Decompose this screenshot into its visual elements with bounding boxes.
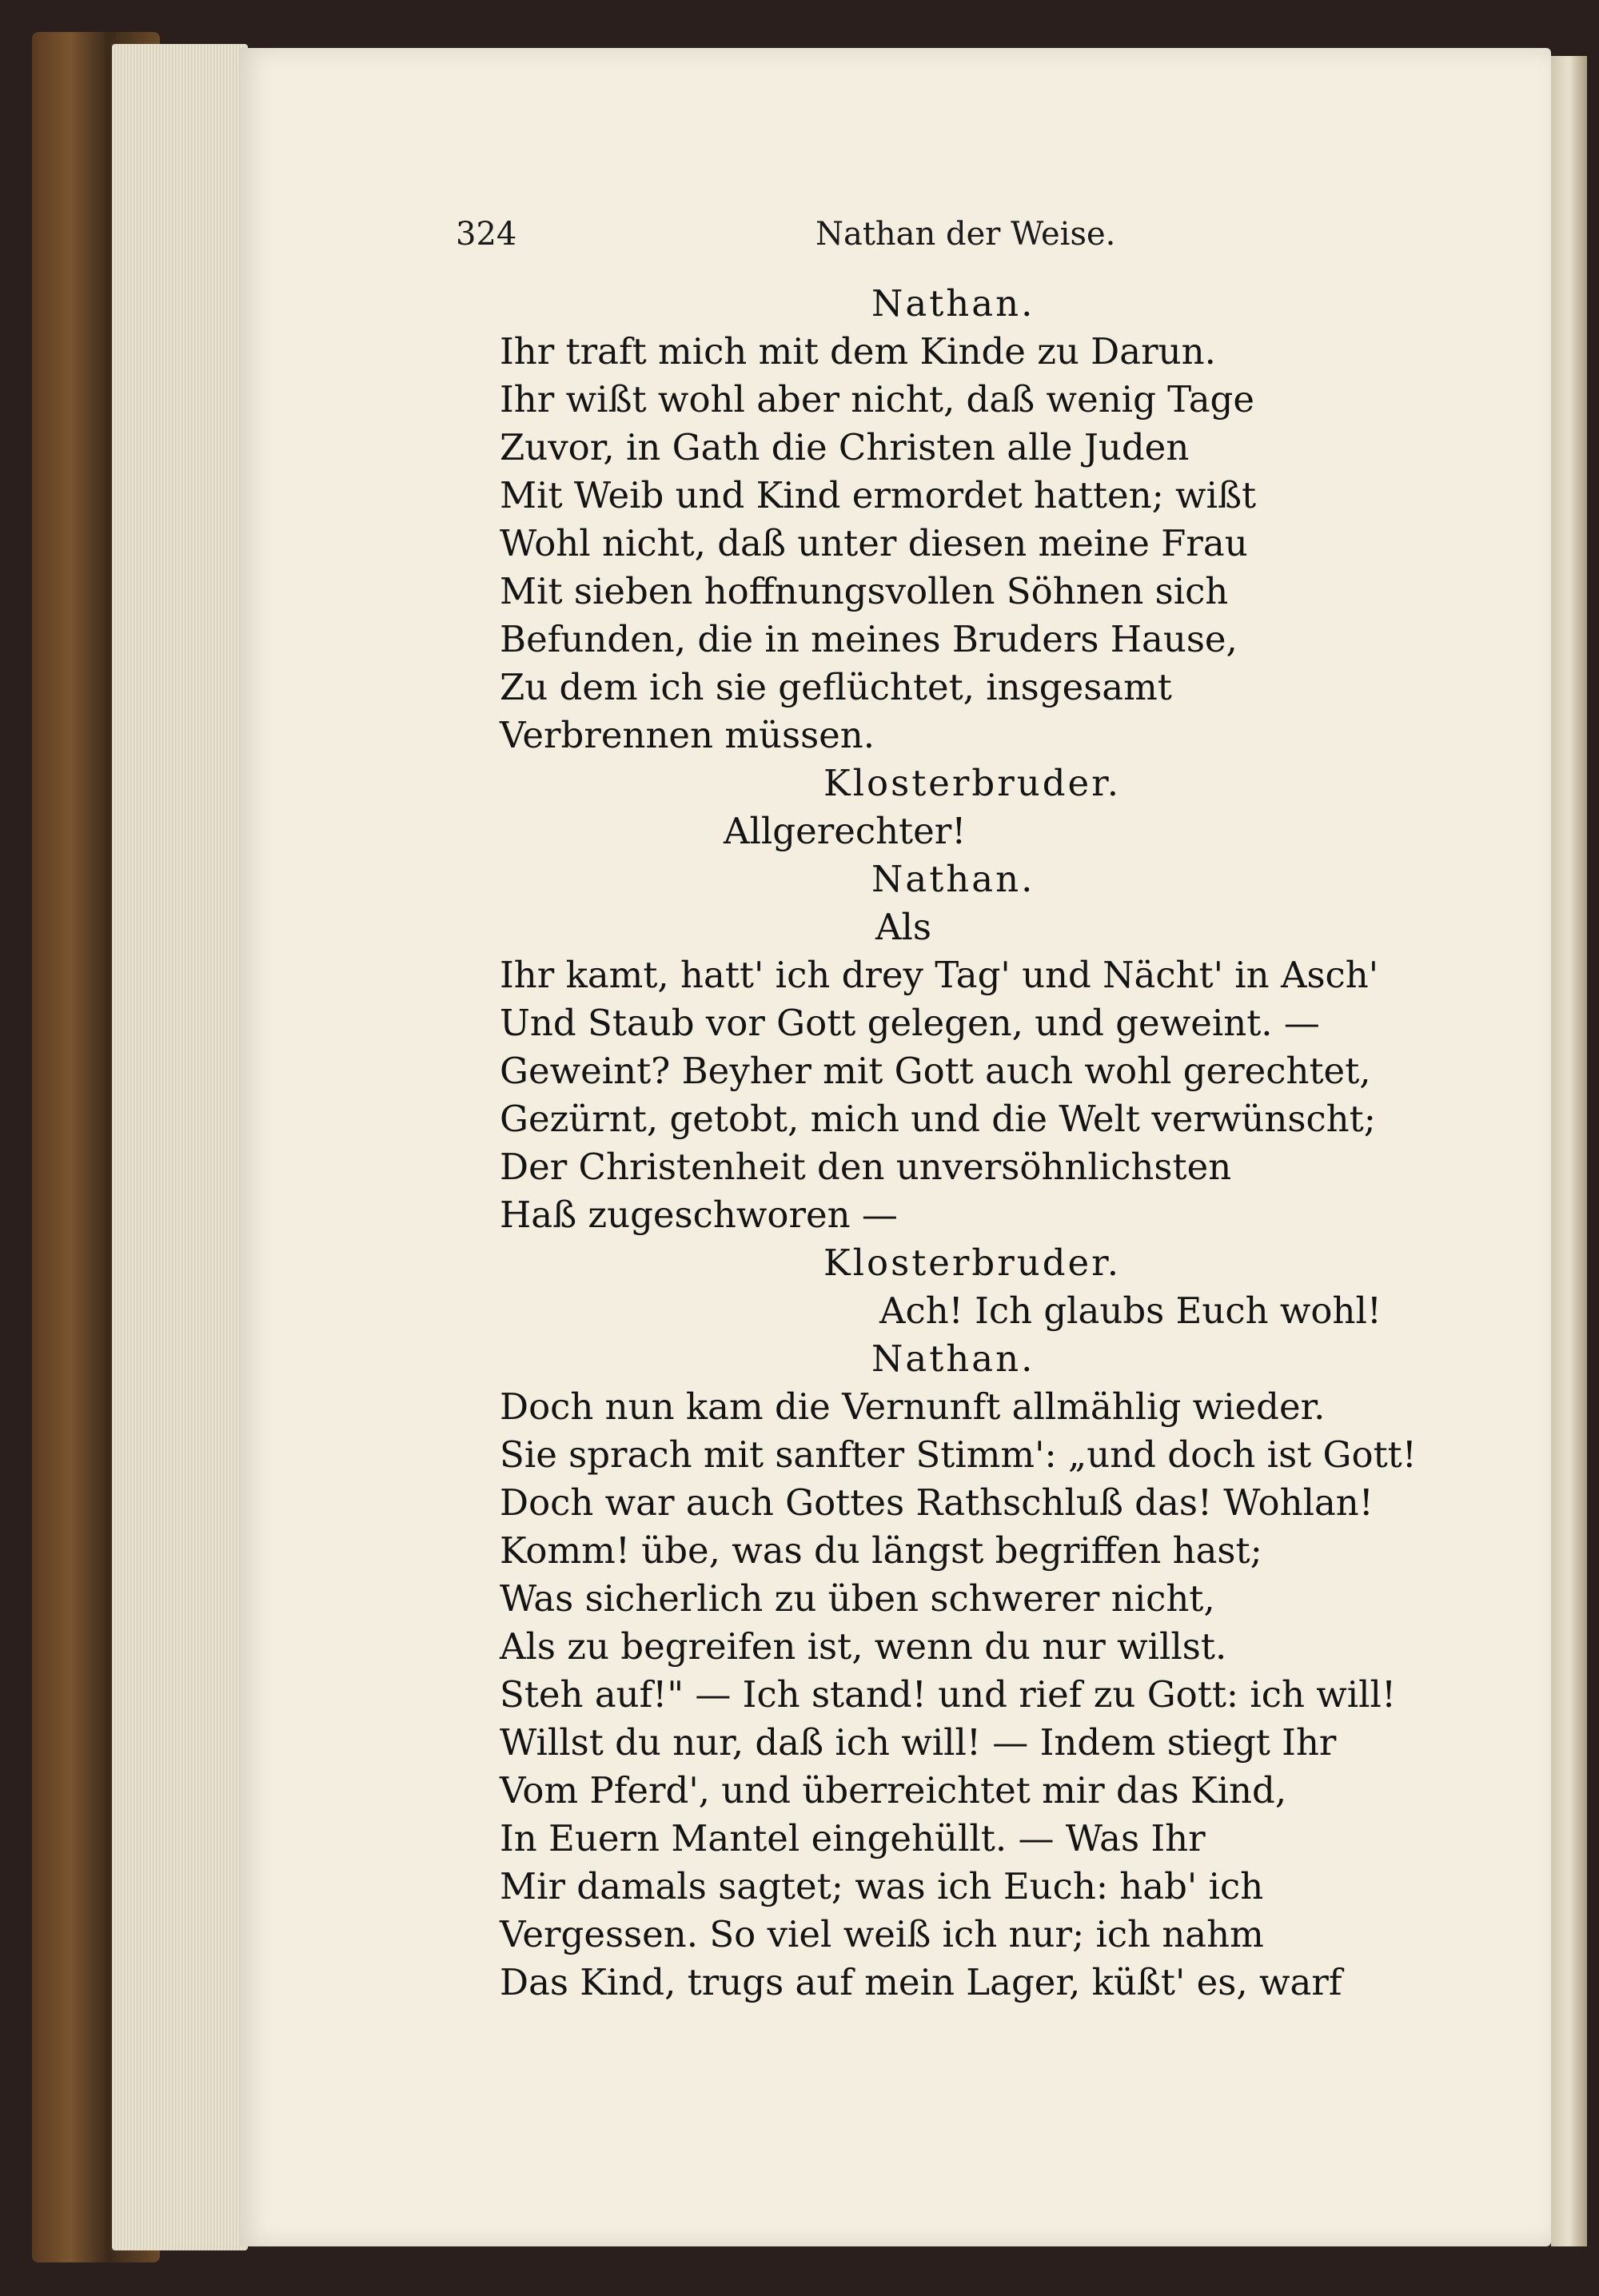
verse-line: Haß zugeschworen —: [500, 1194, 898, 1236]
verse-line: Wohl nicht, daß unter diesen meine Frau: [500, 522, 1248, 564]
verse-line: Mir damals sagtet; was ich Euch: hab' ich: [500, 1865, 1264, 1907]
verse-line: Steh auf!" — Ich stand! und rief zu Gott: ich will!: [500, 1673, 1397, 1716]
verse-line: Das Kind, trugs auf mein Lager, küßt' es, warf: [500, 1961, 1342, 2003]
verse-line: Gezürnt, getobt, mich und die Welt verwünscht;: [500, 1098, 1376, 1140]
page-number: 324: [456, 216, 517, 253]
speaker-name: Nathan.: [871, 282, 1035, 325]
verse-line: Vergessen. So viel weiß ich nur; ich nahm: [500, 1913, 1264, 1955]
speaker-name: Nathan.: [871, 858, 1035, 900]
verse-line: Zu dem ich sie geflüchtet, insgesamt: [500, 666, 1172, 708]
verse-line: Doch nun kam die Vernunft allmählig wieder.: [500, 1385, 1326, 1428]
verse-line: Vom Pferd', und überreichtet mir das Kind,: [500, 1769, 1287, 1812]
verse-line: Mit Weib und Kind ermordet hatten; wißt: [500, 474, 1257, 516]
verse-line: Als zu begreifen ist, wenn du nur willst.: [500, 1625, 1227, 1668]
verse-line: Was sicherlich zu üben schwerer nicht,: [500, 1577, 1215, 1620]
running-title: Nathan der Weise.: [815, 216, 1116, 253]
verse-line: Geweint? Beyher mit Gott auch wohl gerechtet,: [500, 1050, 1371, 1092]
speaker-name: Klosterbruder.: [823, 762, 1122, 804]
verse-line: Als: [875, 906, 931, 948]
verse-line: Komm! übe, was du längst begriffen hast;: [500, 1529, 1262, 1572]
speaker-name: Nathan.: [871, 1337, 1035, 1380]
speaker-name: Klosterbruder.: [823, 1242, 1122, 1284]
verse-line: Ihr wißt wohl aber nicht, daß wenig Tage: [500, 378, 1254, 421]
verse-line: Mit sieben hoffnungsvollen Söhnen sich: [500, 570, 1229, 612]
verse-line: Ihr kamt, hatt' ich drey Tag' und Nächt' in Asch': [500, 954, 1379, 996]
verse-line: Der Christenheit den unversöhnlichsten: [500, 1146, 1232, 1188]
verse-line: Sie sprach mit sanfter Stimm': „und doch ist Gott!: [500, 1433, 1417, 1476]
page-edges: [112, 44, 248, 2250]
verse-line: Doch war auch Gottes Rathschluß das! Wohlan!: [500, 1481, 1374, 1524]
verse-line: Ach! Ich glaubs Euch wohl!: [879, 1290, 1382, 1332]
verse-line: Zuvor, in Gath die Christen alle Juden: [500, 426, 1190, 468]
verse-text: [500, 280, 1419, 2007]
verse-line: In Euern Mantel eingehüllt. — Was Ihr: [500, 1817, 1206, 1860]
verse-line: Und Staub vor Gott gelegen, und geweint. —: [500, 1002, 1320, 1044]
facing-page-edge: [1551, 56, 1587, 2246]
page-header: [456, 216, 1415, 264]
verse-line: Willst du nur, daß ich will! — Indem stiegt Ihr: [500, 1721, 1337, 1764]
verse-line: Allgerechter!: [724, 810, 967, 852]
verse-line: Verbrennen müssen.: [500, 714, 875, 756]
verse-line: Befunden, die in meines Bruders Hause,: [500, 618, 1238, 660]
verse-line: Ihr traft mich mit dem Kinde zu Darun.: [500, 330, 1216, 373]
